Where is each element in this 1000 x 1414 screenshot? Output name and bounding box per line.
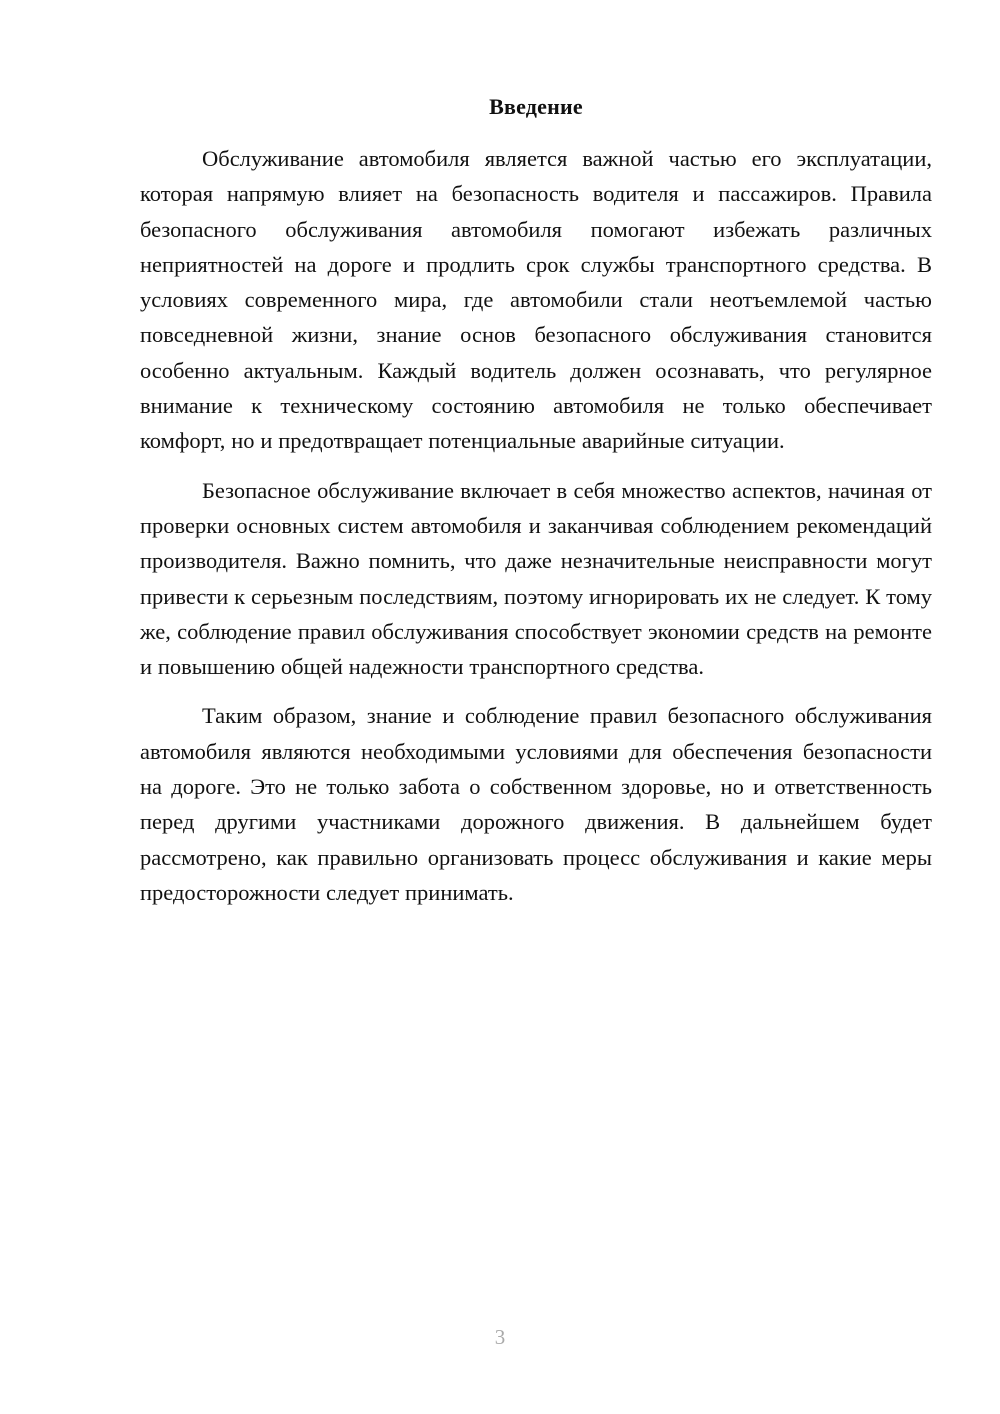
paragraph-2: Безопасное обслуживание включает в себя множество аспектов, начиная от проверки основных систем автомобиля и заканчивая соблюдением рекомендаций производителя. Важно помнить, что даже незначительные неисправности могут привести к серьезным последствиям, поэтому игнорировать их не следует. К тому же, соблюдение правил обслуживания способствует экономии средств на ремонте и повышению общей надежности транспортного средства. [140,477,932,680]
page-title: Введение [489,94,583,119]
page-number: 3 [494,1325,506,1349]
body-text [140,141,932,910]
paragraph-1: Обслуживание автомобиля является важной частью его эксплуатации, которая напрямую влияет на безопасность водителя и пассажиров. Правила безопасного обслуживания автомобиля помогают избежать различных неприятностей на дороге и продлить срок службы транспортного средства. В условиях современного мира, где автомобили стали неотъемлемой частью повседневной жизни, знание основ безопасного обслуживания становится особенно актуальным. Каждый водитель должен осознавать, что регулярное внимание к техническому состоянию автомобиля не только обеспечивает комфорт, но и предотвращает потенциальные аварийные ситуации. [140,146,932,454]
paragraph-3: Таким образом, знание и соблюдение правил безопасного обслуживания автомобиля являются необходимыми условиями для обеспечения безопасности на дороге. Это не только забота о собственном здоровье, но и ответственность перед другими участниками дорожного движения. В дальнейшем будет рассмотрено, как правильно организовать процесс обслуживания и какие меры предосторожности следует принимать. [140,703,932,905]
